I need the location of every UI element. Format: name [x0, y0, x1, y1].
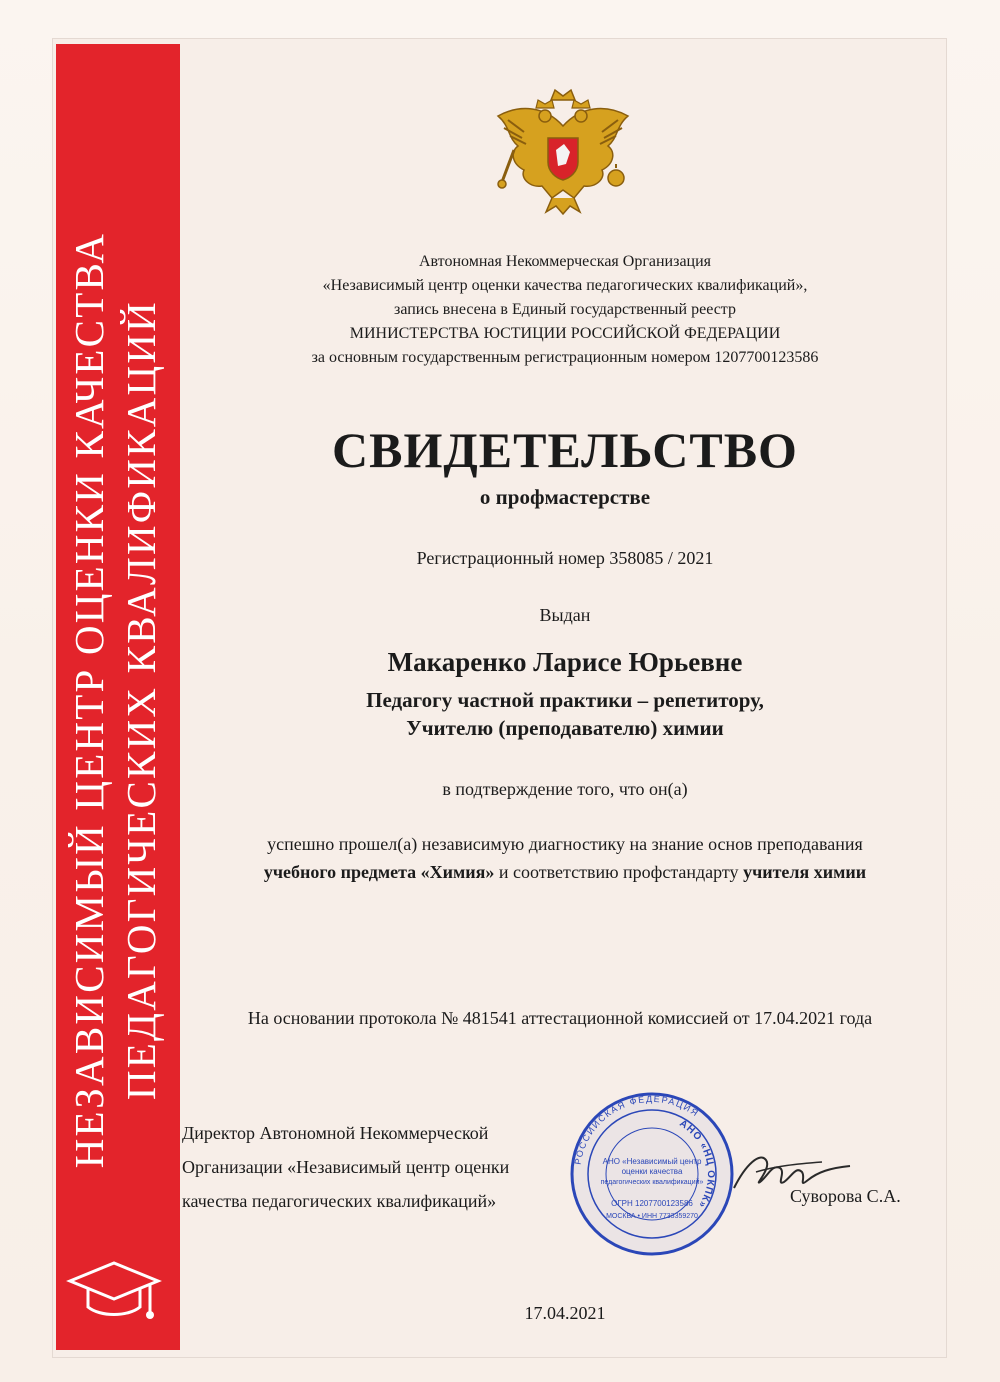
stamp-inner-line-3: педагогических квалификаций» [600, 1179, 704, 1186]
position-line-2: Учителю (преподавателю) химии [406, 716, 724, 740]
protocol-statement: На основании протокола № 481541 аттестационной комиссией от 17.04.2021 года [247, 1008, 873, 1028]
band-title-line-2: ПЕДАГОГИЧЕСКИХ КВАЛИФИКАЦИЙ [118, 300, 164, 1101]
position-line-1: Педагогу частной практики – репетитору, [366, 688, 764, 712]
passed-line-2 [190, 858, 940, 886]
signer-name: Суворова С.А. [790, 1186, 901, 1206]
stamp-inner-line-2: оценки качества [621, 1167, 683, 1176]
org-line-1: Автономная Некоммерческая Организация [418, 253, 712, 270]
issued-label: Выдан [539, 605, 591, 625]
stamp-org-name: АНО «НЦ ОКПК» [677, 1118, 717, 1211]
director-title [182, 1116, 509, 1218]
recipient-position [190, 686, 940, 742]
graduation-cap-icon [66, 1255, 162, 1325]
organization-stamp [568, 1090, 736, 1258]
stamp-city-inn: МОСКВА • ИНН 7733359270 [606, 1213, 698, 1220]
org-line-3: запись внесена в Единый государственный реестр [394, 301, 736, 318]
confirmation-text: в подтверждение того, что он(а) [442, 779, 688, 799]
diagnostic-statement [190, 830, 940, 886]
stamp-inner-line-1: АНО «Независимый центр [602, 1157, 702, 1166]
certificate-title: СВИДЕТЕЛЬСТВО [332, 422, 798, 478]
director-line-1: Директор Автономной Некоммерческой [182, 1123, 489, 1143]
recipient-name: Макаренко Ларисе Юрьевне [387, 647, 743, 677]
organization-header [190, 250, 940, 370]
stamp-outer-text: РОССИЙСКАЯ ФЕДЕРАЦИЯ [572, 1093, 701, 1166]
director-line-3: качества педагогических квалификаций» [182, 1191, 497, 1211]
org-line-5: за основным государственным регистрационным номером 1207700123586 [311, 349, 819, 366]
certificate-subtitle: о профмастерстве [479, 485, 651, 509]
band-vertical-title [63, 80, 173, 1320]
profstandard-name: учителя химии [743, 862, 867, 882]
passed-line-1: успешно прошел(а) независимую диагностику на знание основ преподавания [267, 834, 863, 854]
passed-middle-text: и соответствию профстандарту [494, 862, 744, 882]
registration-number: Регистрационный номер 358085 / 2021 [416, 548, 714, 568]
issue-date: 17.04.2021 [524, 1303, 606, 1323]
stamp-ogrn: ОГРН 1207700123586 [611, 1199, 693, 1208]
director-line-2: Организации «Независимый центр оценки [182, 1157, 510, 1177]
subject-name: учебного предмета «Химия» [263, 862, 495, 882]
coat-of-arms-emblem [490, 86, 636, 216]
band-title-line-1: НЕЗАВИСИМЫЙ ЦЕНТР ОЦЕНКИ КАЧЕСТВА [66, 231, 112, 1169]
org-line-4: МИНИСТЕРСТВА ЮСТИЦИИ РОССИЙСКОЙ ФЕДЕРАЦИИ [349, 325, 781, 342]
org-line-2: «Независимый центр оценки качества педагогических квалификаций», [322, 277, 808, 294]
